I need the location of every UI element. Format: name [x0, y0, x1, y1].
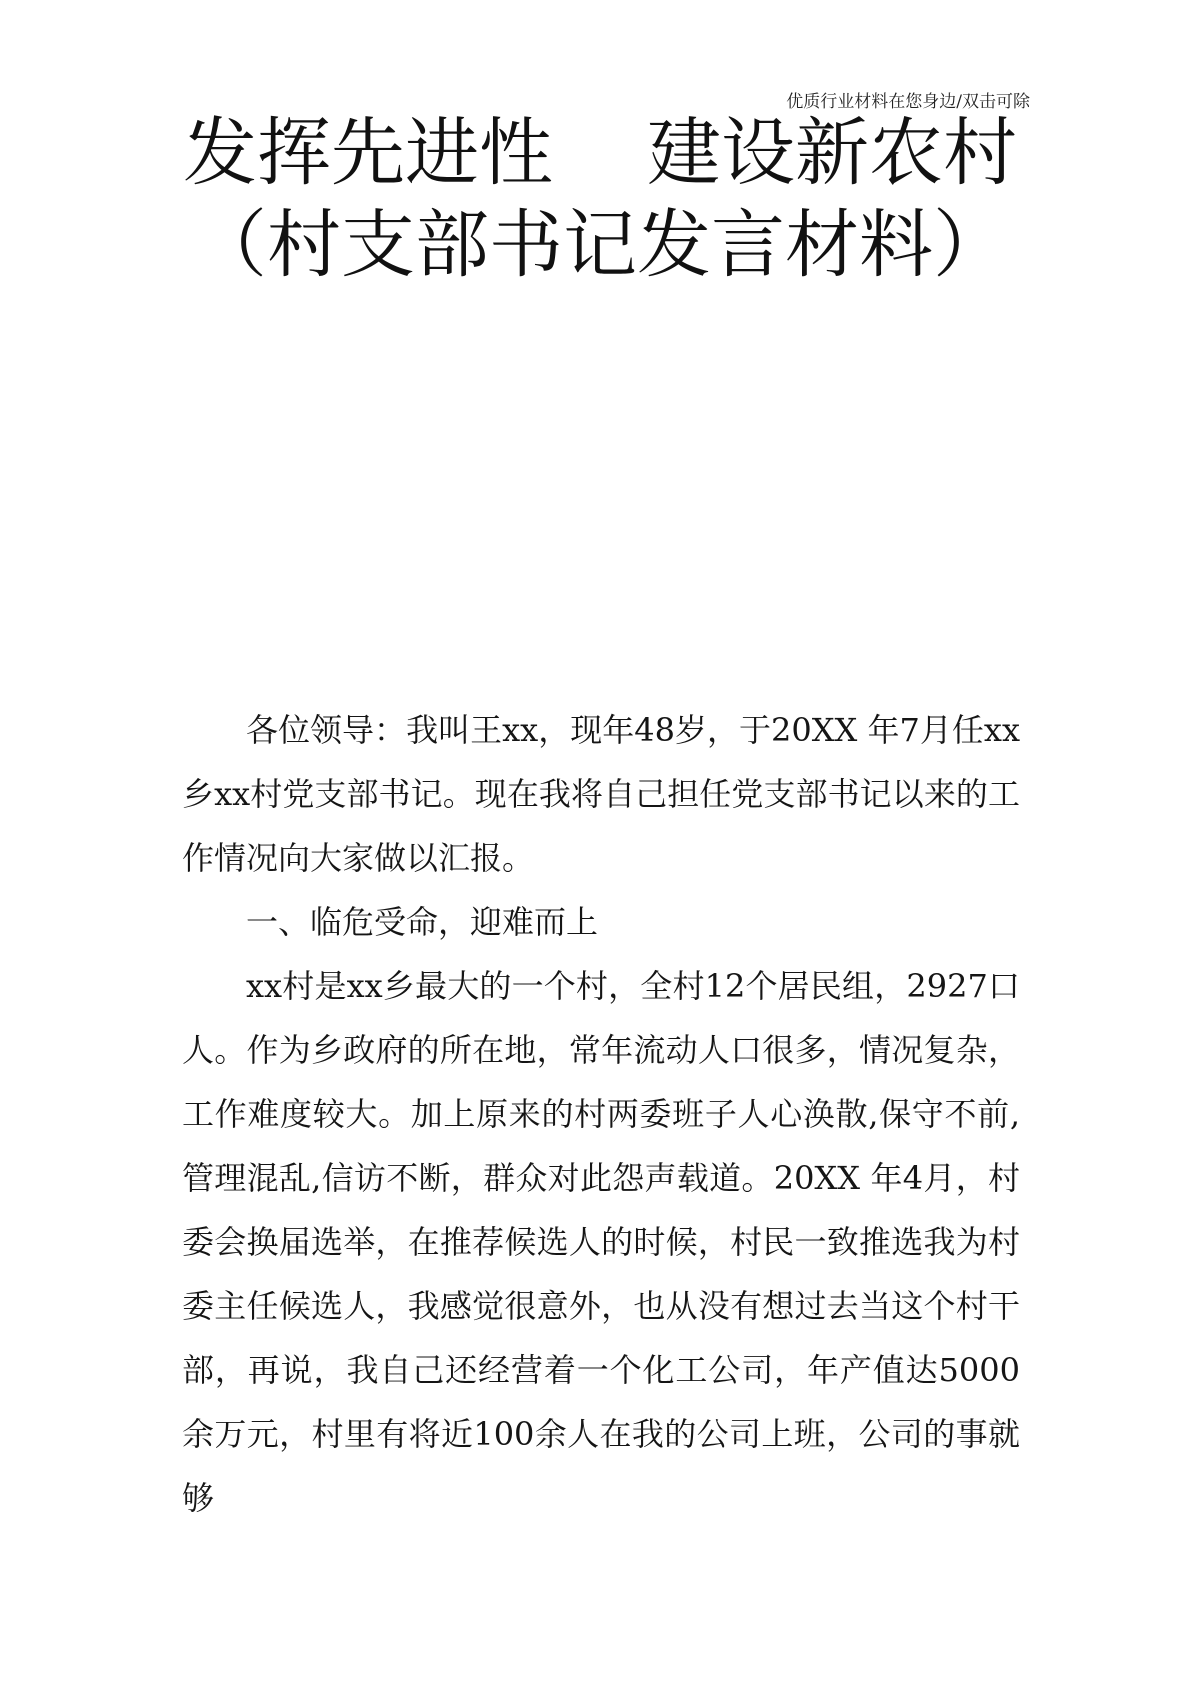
- paragraph-intro: 各位领导：我叫王xx，现年48岁，于20XX 年7月任xx乡xx村党支部书记。现在我将自己担任党支部书记以来的工作情况向大家做以汇报。: [182, 711, 1020, 877]
- section-heading: 一、临危受命，迎难而上: [246, 903, 599, 941]
- header-note: 优质行业材料在您身边/双击可除: [786, 92, 1030, 112]
- document-subtitle: （村支部书记发言材料）: [193, 202, 1007, 288]
- document-title: 发挥先进性 建设新农村: [182, 110, 1018, 196]
- document-body: [182, 698, 1020, 1530]
- paragraph-village-background: xx村是xx乡最大的一个村，全村12个居民组，2927口人。作为乡政府的所在地，常年流动人口很多，情况复杂，工作难度较大。加上原来的村两委班子人心涣散,保守不前,管理混乱,信访不断，群众对此怨声载道。20XX 年4月，村委会换届选举，在推荐候选人的时候，村民一致推选我为村委主任候选人，我感觉很意外，也从没有想过去当这个村干部，再说，我自己还经营着一个化工公司，年产值达5000余万元，村里有将近100余人在我的公司上班，公司的事就够: [182, 967, 1020, 1517]
